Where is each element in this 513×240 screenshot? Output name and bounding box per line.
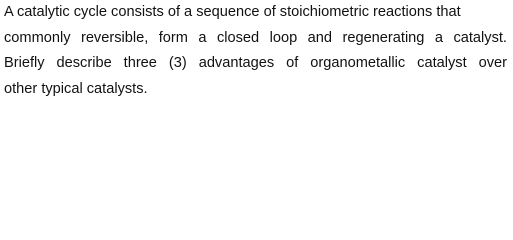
text-line-4: other typical catalysts. [4, 80, 148, 97]
question-text [4, 0, 507, 102]
text-line-3: Briefly describe three (3) advantages of organometallic catalyst over [4, 55, 507, 71]
text-line-2: commonly reversible, form a closed loop and regenerating a catalyst. [4, 29, 507, 46]
text-line-1: A catalytic cycle consists of a sequence of stoichiometric reactions that [4, 4, 461, 20]
